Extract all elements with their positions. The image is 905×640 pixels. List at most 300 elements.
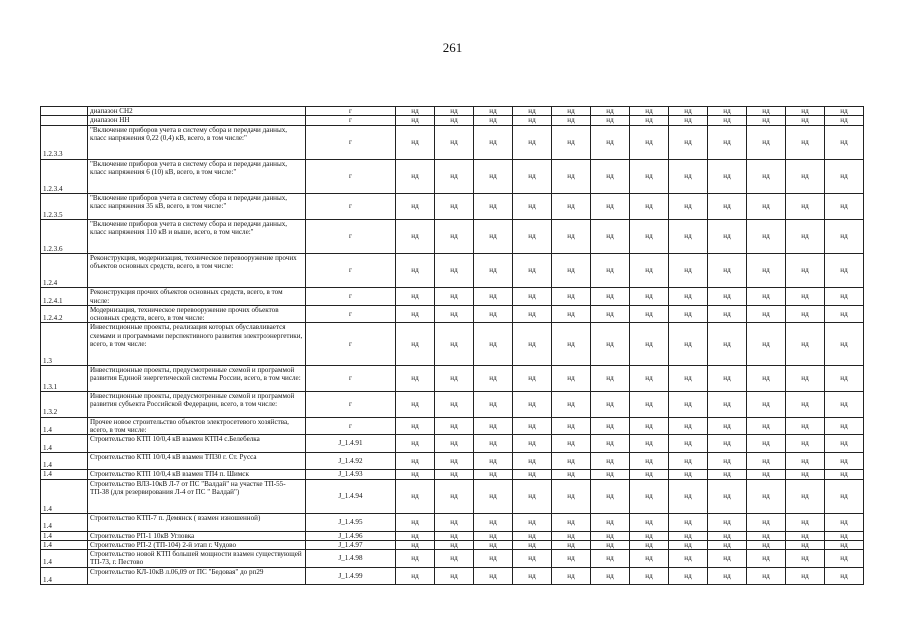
value-cell: нд	[435, 435, 474, 453]
value-cell: нд	[513, 125, 552, 159]
value-cell: нд	[552, 435, 591, 453]
value-cell: нд	[708, 531, 747, 540]
value-cell: нд	[435, 365, 474, 391]
value-cell: нд	[747, 193, 786, 219]
value-cell: нд	[513, 470, 552, 479]
row-code: г	[306, 159, 396, 193]
value-cell: нд	[669, 125, 708, 159]
value-cell: нд	[513, 550, 552, 568]
value-cell: нд	[747, 323, 786, 366]
value-cell: нд	[435, 531, 474, 540]
value-cell: нд	[435, 254, 474, 288]
value-cell: нд	[396, 116, 435, 125]
value-cell: нд	[552, 513, 591, 531]
row-number: 1.4	[41, 479, 88, 513]
row-number: 1.2.3.4	[41, 159, 88, 193]
value-cell: нд	[825, 125, 864, 159]
value-cell: нд	[708, 567, 747, 585]
value-cell: нд	[708, 513, 747, 531]
value-cell: нд	[708, 323, 747, 366]
value-cell: нд	[552, 305, 591, 323]
value-cell: нд	[435, 567, 474, 585]
value-cell: нд	[396, 452, 435, 470]
value-cell: нд	[708, 417, 747, 435]
table-row	[41, 479, 864, 513]
value-cell: нд	[747, 391, 786, 417]
value-cell: нд	[552, 254, 591, 288]
value-cell: нд	[825, 193, 864, 219]
value-cell: нд	[513, 479, 552, 513]
value-cell: нд	[552, 417, 591, 435]
value-cell: нд	[669, 219, 708, 253]
value-cell: нд	[669, 391, 708, 417]
value-cell: нд	[708, 193, 747, 219]
value-cell: нд	[474, 540, 513, 549]
value-cell: нд	[747, 125, 786, 159]
table-row	[41, 305, 864, 323]
value-cell: нд	[396, 513, 435, 531]
value-cell: нд	[747, 513, 786, 531]
row-name: Реконструкция прочих объектов основных средств, всего, в том числе:	[88, 288, 306, 306]
value-cell: нд	[669, 452, 708, 470]
value-cell: нд	[552, 550, 591, 568]
value-cell: нд	[513, 540, 552, 549]
row-number: 1.2.3.3	[41, 125, 88, 159]
value-cell: нд	[591, 435, 630, 453]
table-row	[41, 323, 864, 366]
value-cell: нд	[396, 531, 435, 540]
row-code: г	[306, 125, 396, 159]
value-cell: нд	[396, 159, 435, 193]
value-cell: нд	[669, 107, 708, 116]
table-row	[41, 116, 864, 125]
value-cell: нд	[552, 159, 591, 193]
value-cell: нд	[396, 254, 435, 288]
value-cell: нд	[396, 470, 435, 479]
row-number: 1.4	[41, 550, 88, 568]
value-cell: нд	[669, 159, 708, 193]
value-cell: нд	[630, 417, 669, 435]
value-cell: нд	[435, 540, 474, 549]
value-cell: нд	[747, 219, 786, 253]
value-cell: нд	[513, 305, 552, 323]
value-cell: нд	[591, 470, 630, 479]
table-row	[41, 125, 864, 159]
value-cell: нд	[513, 391, 552, 417]
value-cell: нд	[825, 323, 864, 366]
value-cell: нд	[435, 550, 474, 568]
value-cell: нд	[669, 193, 708, 219]
value-cell: нд	[825, 365, 864, 391]
value-cell: нд	[630, 365, 669, 391]
row-number: 1.2.3.5	[41, 193, 88, 219]
value-cell: нд	[669, 435, 708, 453]
row-name: Реконструкция, модернизация, техническое перевооружение прочих объектов основных средств, всего, в том числе:	[88, 254, 306, 288]
value-cell: нд	[474, 452, 513, 470]
row-number: 1.4	[41, 417, 88, 435]
value-cell: нд	[552, 125, 591, 159]
table-row	[41, 107, 864, 116]
value-cell: нд	[396, 305, 435, 323]
value-cell: нд	[669, 531, 708, 540]
row-code: J_1.4.93	[306, 470, 396, 479]
value-cell: нд	[396, 567, 435, 585]
value-cell: нд	[474, 107, 513, 116]
value-cell: нд	[747, 567, 786, 585]
value-cell: нд	[513, 193, 552, 219]
value-cell: нд	[591, 159, 630, 193]
table-row	[41, 159, 864, 193]
value-cell: нд	[747, 531, 786, 540]
value-cell: нд	[708, 125, 747, 159]
value-cell: нд	[513, 254, 552, 288]
value-cell: нд	[669, 540, 708, 549]
value-cell: нд	[669, 417, 708, 435]
table-row	[41, 417, 864, 435]
value-cell: нд	[786, 540, 825, 549]
row-number: 1.2.3.6	[41, 219, 88, 253]
value-cell: нд	[708, 305, 747, 323]
value-cell: нд	[513, 567, 552, 585]
value-cell: нд	[396, 193, 435, 219]
value-cell: нд	[669, 365, 708, 391]
table-row	[41, 435, 864, 453]
value-cell: нд	[747, 107, 786, 116]
row-number: 1.4	[41, 470, 88, 479]
value-cell: нд	[786, 125, 825, 159]
row-code: г	[306, 288, 396, 306]
value-cell: нд	[435, 305, 474, 323]
row-code: г	[306, 365, 396, 391]
row-number: 1.2.4.2	[41, 305, 88, 323]
value-cell: нд	[474, 193, 513, 219]
value-cell: нд	[825, 417, 864, 435]
value-cell: нд	[786, 365, 825, 391]
value-cell: нд	[474, 305, 513, 323]
table-row	[41, 470, 864, 479]
value-cell: нд	[708, 550, 747, 568]
value-cell: нд	[747, 452, 786, 470]
value-cell: нд	[786, 323, 825, 366]
value-cell: нд	[786, 417, 825, 435]
value-cell: нд	[747, 159, 786, 193]
row-name: Строительство новой КТП большей мощности взамен существующей ТП-73, г. Пестово	[88, 550, 306, 568]
value-cell: нд	[474, 323, 513, 366]
value-cell: нд	[747, 550, 786, 568]
row-number: 1.3	[41, 323, 88, 366]
value-cell: нд	[747, 417, 786, 435]
value-cell: нд	[825, 513, 864, 531]
value-cell: нд	[513, 323, 552, 366]
value-cell: нд	[591, 305, 630, 323]
row-code: г	[306, 107, 396, 116]
value-cell: нд	[747, 540, 786, 549]
value-cell: нд	[474, 365, 513, 391]
value-cell: нд	[708, 470, 747, 479]
value-cell: нд	[474, 531, 513, 540]
row-name: Строительство КТП 10/0,4 кВ взамен КТП4 с.Белебелка	[88, 435, 306, 453]
value-cell: нд	[630, 305, 669, 323]
value-cell: нд	[825, 567, 864, 585]
value-cell: нд	[825, 391, 864, 417]
value-cell: нд	[552, 531, 591, 540]
table-row	[41, 288, 864, 306]
value-cell: нд	[591, 531, 630, 540]
value-cell: нд	[825, 479, 864, 513]
value-cell: нд	[630, 116, 669, 125]
value-cell: нд	[474, 567, 513, 585]
value-cell: нд	[669, 116, 708, 125]
value-cell: нд	[786, 254, 825, 288]
value-cell: нд	[786, 567, 825, 585]
value-cell: нд	[435, 107, 474, 116]
value-cell: нд	[708, 391, 747, 417]
value-cell: нд	[396, 435, 435, 453]
value-cell: нд	[552, 219, 591, 253]
value-cell: нд	[396, 107, 435, 116]
value-cell: нд	[513, 513, 552, 531]
row-code: г	[306, 323, 396, 366]
value-cell: нд	[825, 288, 864, 306]
value-cell: нд	[747, 479, 786, 513]
value-cell: нд	[630, 567, 669, 585]
table-row	[41, 193, 864, 219]
value-cell: нд	[786, 219, 825, 253]
value-cell: нд	[474, 417, 513, 435]
value-cell: нд	[591, 365, 630, 391]
row-number: 1.4	[41, 567, 88, 585]
value-cell: нд	[630, 531, 669, 540]
value-cell: нд	[786, 107, 825, 116]
row-code: J_1.4.94	[306, 479, 396, 513]
value-cell: нд	[630, 254, 669, 288]
value-cell: нд	[552, 452, 591, 470]
value-cell: нд	[435, 452, 474, 470]
table-row	[41, 540, 864, 549]
value-cell: нд	[552, 365, 591, 391]
row-name: Строительство КТП 10/0,4 кВ взамен ТП30 г. Ст. Русса	[88, 452, 306, 470]
value-cell: нд	[435, 470, 474, 479]
row-name: "Включение приборов учета в систему сбора и передачи данных, класс напряжения 6 (10) кВ, всего, в том числе:"	[88, 159, 306, 193]
row-code: г	[306, 305, 396, 323]
value-cell: нд	[396, 323, 435, 366]
table-row	[41, 567, 864, 585]
value-cell: нд	[591, 567, 630, 585]
value-cell: нд	[786, 391, 825, 417]
row-code: г	[306, 391, 396, 417]
value-cell: нд	[435, 219, 474, 253]
value-cell: нд	[591, 540, 630, 549]
value-cell: нд	[825, 452, 864, 470]
value-cell: нд	[630, 323, 669, 366]
value-cell: нд	[630, 219, 669, 253]
value-cell: нд	[396, 288, 435, 306]
value-cell: нд	[825, 305, 864, 323]
value-cell: нд	[669, 323, 708, 366]
value-cell: нд	[513, 159, 552, 193]
row-code: г	[306, 254, 396, 288]
value-cell: нд	[591, 550, 630, 568]
value-cell: нд	[669, 288, 708, 306]
value-cell: нд	[474, 550, 513, 568]
value-cell: нд	[396, 125, 435, 159]
value-cell: нд	[786, 193, 825, 219]
value-cell: нд	[786, 479, 825, 513]
value-cell: нд	[825, 435, 864, 453]
row-name: Строительство КЛ-10кВ л.06,09 от ПС "Бедовая" до рп29	[88, 567, 306, 585]
value-cell: нд	[591, 219, 630, 253]
value-cell: нд	[708, 107, 747, 116]
value-cell: нд	[630, 159, 669, 193]
value-cell: нд	[786, 470, 825, 479]
value-cell: нд	[474, 219, 513, 253]
value-cell: нд	[474, 435, 513, 453]
table-row	[41, 531, 864, 540]
value-cell: нд	[786, 116, 825, 125]
row-name: Строительство КТП-7 п. Демянск ( взамен изношенной)	[88, 513, 306, 531]
value-cell: нд	[630, 125, 669, 159]
value-cell: нд	[435, 479, 474, 513]
value-cell: нд	[513, 452, 552, 470]
row-number: 1.4	[41, 540, 88, 549]
row-code: J_1.4.96	[306, 531, 396, 540]
row-name: Строительство КТП 10/0,4 кВ взамен ТП4 п. Шимск	[88, 470, 306, 479]
value-cell: нд	[708, 254, 747, 288]
value-cell: нд	[435, 193, 474, 219]
row-name: Строительство РП-2 (ТП-104) 2-й этап г. Чудово	[88, 540, 306, 549]
value-cell: нд	[474, 254, 513, 288]
table-row	[41, 219, 864, 253]
value-cell: нд	[786, 435, 825, 453]
table-row	[41, 550, 864, 568]
value-cell: нд	[552, 391, 591, 417]
value-cell: нд	[786, 531, 825, 540]
table-row	[41, 365, 864, 391]
value-cell: нд	[708, 479, 747, 513]
value-cell: нд	[825, 116, 864, 125]
value-cell: нд	[552, 193, 591, 219]
value-cell: нд	[591, 254, 630, 288]
table-row	[41, 513, 864, 531]
value-cell: нд	[630, 435, 669, 453]
value-cell: нд	[825, 107, 864, 116]
value-cell: нд	[513, 365, 552, 391]
row-name: диапазон СН2	[88, 107, 306, 116]
value-cell: нд	[786, 452, 825, 470]
value-cell: нд	[591, 417, 630, 435]
value-cell: нд	[630, 550, 669, 568]
row-code: г	[306, 116, 396, 125]
value-cell: нд	[825, 219, 864, 253]
value-cell: нд	[708, 435, 747, 453]
value-cell: нд	[786, 513, 825, 531]
value-cell: нд	[747, 288, 786, 306]
row-code: J_1.4.95	[306, 513, 396, 531]
row-name: Инвестиционные проекты, реализация которых обуславливается схемами и программами перспективного развития электроэнергетики, всего, в том числе:	[88, 323, 306, 366]
value-cell: нд	[552, 479, 591, 513]
row-code: J_1.4.98	[306, 550, 396, 568]
value-cell: нд	[825, 159, 864, 193]
value-cell: нд	[747, 305, 786, 323]
table-row	[41, 452, 864, 470]
value-cell: нд	[513, 288, 552, 306]
value-cell: нд	[630, 470, 669, 479]
value-cell: нд	[630, 391, 669, 417]
row-name: "Включение приборов учета в систему сбора и передачи данных, класс напряжения 0,22 (0,4) кВ, всего, в том числе:"	[88, 125, 306, 159]
value-cell: нд	[591, 107, 630, 116]
row-number: 1.2.4.1	[41, 288, 88, 306]
row-code: г	[306, 193, 396, 219]
value-cell: нд	[825, 540, 864, 549]
value-cell: нд	[669, 470, 708, 479]
value-cell: нд	[552, 567, 591, 585]
value-cell: нд	[669, 254, 708, 288]
value-cell: нд	[747, 435, 786, 453]
value-cell: нд	[786, 550, 825, 568]
value-cell: нд	[474, 470, 513, 479]
value-cell: нд	[435, 288, 474, 306]
value-cell: нд	[669, 567, 708, 585]
value-cell: нд	[474, 479, 513, 513]
value-cell: нд	[474, 116, 513, 125]
row-number: 1.2.4	[41, 254, 88, 288]
value-cell: нд	[708, 219, 747, 253]
row-number: 1.3.2	[41, 391, 88, 417]
value-cell: нд	[591, 193, 630, 219]
row-name: диапазон НН	[88, 116, 306, 125]
value-cell: нд	[630, 452, 669, 470]
value-cell: нд	[747, 116, 786, 125]
value-cell: нд	[552, 470, 591, 479]
value-cell: нд	[513, 417, 552, 435]
value-cell: нд	[591, 479, 630, 513]
value-cell: нд	[747, 365, 786, 391]
value-cell: нд	[708, 365, 747, 391]
register-table	[40, 106, 864, 585]
row-code: J_1.4.91	[306, 435, 396, 453]
row-name: Строительство ВЛЗ-10кВ Л-7 от ПС "Валдай" на участке ТП-55-ТП-38 (для резервирования Л-4 от ПС " Валдай")	[88, 479, 306, 513]
value-cell: нд	[396, 540, 435, 549]
value-cell: нд	[396, 417, 435, 435]
value-cell: нд	[708, 288, 747, 306]
value-cell: нд	[630, 513, 669, 531]
row-code: J_1.4.97	[306, 540, 396, 549]
value-cell: нд	[786, 159, 825, 193]
value-cell: нд	[552, 323, 591, 366]
row-code: г	[306, 417, 396, 435]
value-cell: нд	[435, 417, 474, 435]
row-name: Модернизация, техническое перевооружение прочих объектов основных средств, всего, в том числе:	[88, 305, 306, 323]
row-name: "Включение приборов учета в систему сбора и передачи данных, класс напряжения 110 кВ и выше, всего, в том числе:"	[88, 219, 306, 253]
value-cell: нд	[396, 391, 435, 417]
value-cell: нд	[396, 365, 435, 391]
value-cell: нд	[435, 323, 474, 366]
value-cell: нд	[513, 107, 552, 116]
row-number: 1.3.1	[41, 365, 88, 391]
value-cell: нд	[513, 531, 552, 540]
value-cell: нд	[747, 470, 786, 479]
value-cell: нд	[474, 159, 513, 193]
row-number	[41, 116, 88, 125]
value-cell: нд	[396, 219, 435, 253]
table-row	[41, 391, 864, 417]
value-cell: нд	[591, 513, 630, 531]
value-cell: нд	[435, 125, 474, 159]
value-cell: нд	[474, 391, 513, 417]
row-number: 1.4	[41, 435, 88, 453]
value-cell: нд	[669, 513, 708, 531]
value-cell: нд	[474, 125, 513, 159]
